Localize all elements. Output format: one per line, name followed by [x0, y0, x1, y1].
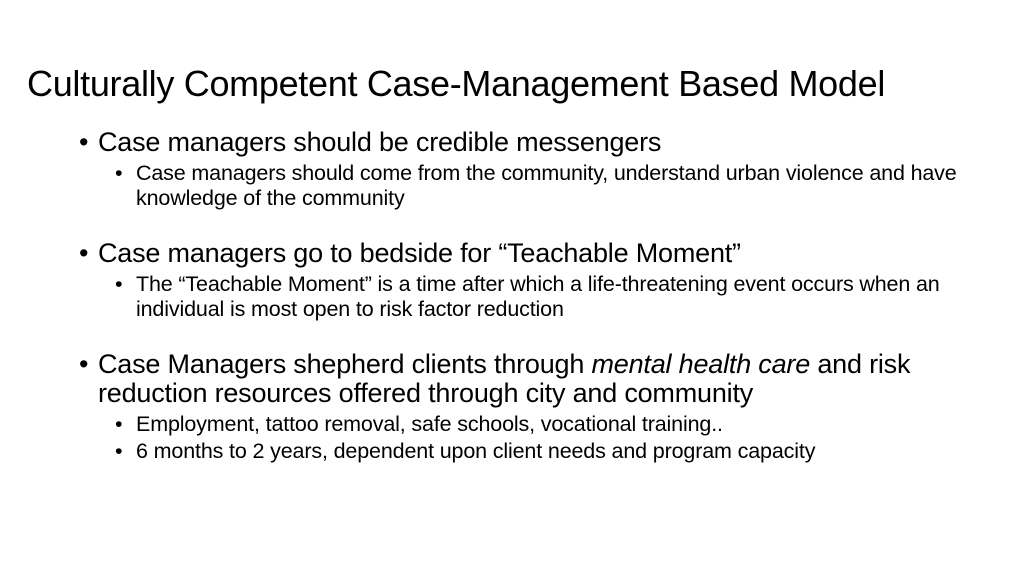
- bullet-dot: •: [79, 238, 89, 268]
- sub-bullet-text: The “Teachable Moment” is a time after which a life-threatening event occurs when an individual is most open to risk factor reduction: [136, 272, 940, 321]
- bullet-main: [76, 239, 976, 268]
- bullet-group-teachable-moment: [76, 239, 976, 322]
- sub-bullet-dot: •: [115, 272, 123, 296]
- sub-bullet: [115, 272, 976, 322]
- sub-bullet: [115, 412, 976, 437]
- sub-bullet: [115, 161, 976, 211]
- bullet-list: [76, 128, 976, 464]
- bullet-main: [76, 350, 976, 408]
- slide-title: Culturally Competent Case-Management Based Model: [27, 63, 886, 104]
- sub-bullet-text: 6 months to 2 years, dependent upon client needs and program capacity: [136, 439, 816, 463]
- bullet-group-shepherd-clients: [76, 350, 976, 464]
- bullet-text-part: Case Managers shepherd clients through: [98, 349, 592, 379]
- bullet-group-credible-messengers: [76, 128, 976, 211]
- sub-bullet-dot: •: [115, 161, 123, 185]
- sub-bullet-list: [115, 412, 976, 464]
- bullet-dot: •: [79, 349, 89, 379]
- bullet-text-part: and risk reduction resources offered through city and community: [98, 349, 911, 408]
- sub-bullet-text: Employment, tattoo removal, safe schools, vocational training..: [136, 412, 723, 436]
- bullet-text: [98, 349, 910, 408]
- bullet-text: Case managers should be credible messengers: [98, 127, 662, 157]
- sub-bullet-list: [115, 161, 976, 211]
- sub-bullet-dot: •: [115, 439, 123, 463]
- sub-bullet-dot: •: [115, 412, 123, 436]
- sub-bullet-text: Case managers should come from the community, understand urban violence and have knowledge of the community: [136, 161, 957, 210]
- bullet-text: Case managers go to bedside for “Teachable Moment”: [98, 238, 741, 268]
- bullet-dot: •: [79, 127, 89, 157]
- bullet-main: [76, 128, 976, 157]
- sub-bullet-list: [115, 272, 976, 322]
- bullet-text-emphasis: mental health care: [591, 349, 811, 379]
- sub-bullet: [115, 439, 976, 464]
